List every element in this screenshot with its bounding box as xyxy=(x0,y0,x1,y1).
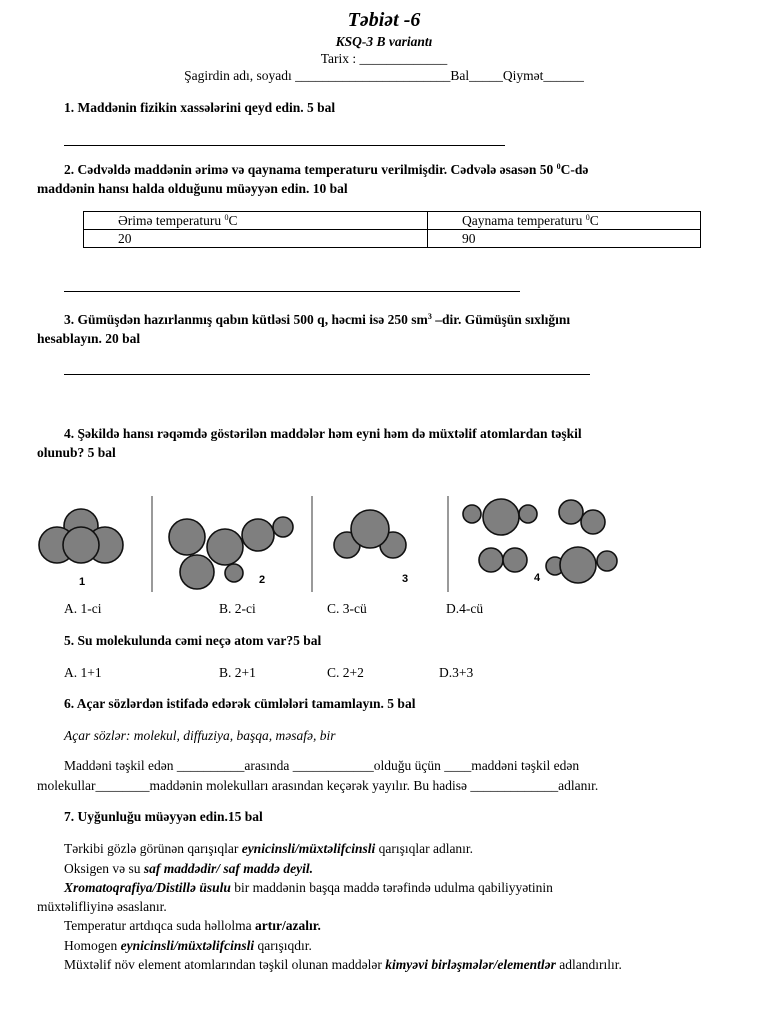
q5-option-b[interactable]: B. 2+1 xyxy=(219,665,256,680)
question-3-line1 xyxy=(64,312,724,328)
matching-statement-4: Temperatur artdıqca suda həllolma artır/azalır. xyxy=(64,918,321,933)
table-row xyxy=(84,230,701,248)
q4-option-a[interactable]: A. 1-ci xyxy=(64,601,102,616)
q5-option-d[interactable]: D.3+3 xyxy=(439,665,474,680)
figure-label-1: 1 xyxy=(79,576,86,588)
table-header-row xyxy=(84,212,701,230)
matching-statement-3-cont: müxtəlifliyinə əsaslanır. xyxy=(37,899,167,914)
fill-in-sentence-line2: molekullar________maddənin molekulları arasından keçərək yayılır. Bu hadisə _____________adlanır. xyxy=(37,778,599,793)
question-1 xyxy=(64,100,335,116)
question-2-line1 xyxy=(64,162,714,178)
q4-option-d[interactable]: D.4-cü xyxy=(446,601,484,616)
matching-statement-3: Xromatoqrafiya/Distillə üsulu bir maddənin başqa maddə tərəfində udulma qabiliyyətinin xyxy=(64,880,553,895)
question-2-text-end: C-də xyxy=(560,162,589,177)
molecule-4 xyxy=(463,499,617,583)
matching-statement-1: Tərkibi gözlə görünən qarışıqlar eynicinsli/müxtəlifcinsli qarışıqlar adlanır. xyxy=(64,841,474,856)
temperature-table xyxy=(83,211,701,248)
question-1-number: 1. xyxy=(64,100,75,115)
question-5: 5. Su molekulunda cəmi neçə atom var?5 bal xyxy=(64,633,322,648)
molecule-3 xyxy=(334,510,406,558)
q4-option-b[interactable]: B. 2-ci xyxy=(219,601,256,616)
choice-2[interactable]: saf maddədir/ saf maddə deyil. xyxy=(143,861,313,876)
question-3-text: 3. Gümüşdən hazırlanmış qabın kütləsi 500 q, həcmi isə 250 sm xyxy=(64,312,428,327)
matching-statement-6: Müxtəlif növ element atomlarından təşkil olunan maddələr kimyəvi birləşmələr/elementlər adlandırılır. xyxy=(64,957,622,972)
question-4-line2: olunub? 5 bal xyxy=(37,445,116,460)
figure-label-4: 4 xyxy=(534,572,541,584)
q5-option-a[interactable]: A. 1+1 xyxy=(64,665,102,680)
answer-line-1[interactable] xyxy=(64,145,505,146)
table-header-melting: Ərimə temperaturu $^0$C xyxy=(84,212,428,230)
table-cell-boiling: 90 xyxy=(428,230,701,248)
question-1-text: Maddənin fizikin xassələrini qeyd edin. 5 bal xyxy=(77,100,336,115)
molecule-1 xyxy=(39,509,123,563)
question-7: 7. Uyğunluğu müəyyən edin.15 bal xyxy=(64,809,263,824)
choice-6[interactable]: kimyəvi birləşmələr/elementlər xyxy=(385,957,556,972)
choice-5[interactable]: eynicinsli/müxtəlifcinsli xyxy=(120,938,255,953)
keywords-line: Açar sözlər: molekul, diffuziya, başqa, məsafə, bir xyxy=(64,728,336,743)
question-3-text-end: –dir. Gümüşün sıxlığını xyxy=(431,312,571,327)
molecule-2 xyxy=(169,517,293,589)
degree-sup: 0 xyxy=(556,162,561,171)
choice-1[interactable]: eynicinsli/müxtəlifcinsli xyxy=(241,841,376,856)
molecule-figure xyxy=(30,490,670,595)
page-subtitle: KSQ-3 B variantı xyxy=(335,34,433,49)
question-3-line2: hesablayın. 20 bal xyxy=(37,331,141,346)
page-title: Təbiət -6 xyxy=(347,9,421,31)
table-cell-melting: 20 xyxy=(84,230,428,248)
question-2-line2: maddənin hansı halda olduğunu müəyyən edin. 10 bal xyxy=(37,181,348,196)
choice-3[interactable]: Xromatoqrafiya/Distillə üsulu xyxy=(64,880,231,895)
student-info-line: Şagirdin adı, soyadı _______________________Bal_____Qiymət______ xyxy=(184,68,584,83)
question-6: 6. Açar sözlərdən istifadə edərək cümlələri tamamlayın. 5 bal xyxy=(64,696,416,711)
matching-statement-2: Oksigen və su saf maddədir/ saf maddə deyil. xyxy=(64,861,313,876)
figure-label-3: 3 xyxy=(402,573,409,585)
date-line: Tarix : _____________ xyxy=(320,51,448,66)
q5-option-c[interactable]: C. 2+2 xyxy=(327,665,364,680)
fill-in-sentence-line1: Maddəni təşkil edən __________arasında ____________olduğu üçün ____maddəni təşkil edən xyxy=(64,758,580,773)
q4-option-c[interactable]: C. 3-cü xyxy=(327,601,367,616)
figure-label-2: 2 xyxy=(259,574,266,586)
choice-4[interactable]: artır/azalır. xyxy=(254,918,321,933)
question-2-text: 2. Cədvəldə maddənin ərimə və qaynama temperaturu verilmişdir. Cədvələ əsasən 50 xyxy=(64,162,557,177)
table-header-boiling: Qaynama temperaturu $^0$C xyxy=(428,212,701,230)
answer-line-3[interactable] xyxy=(64,374,590,375)
question-4-line1: 4. Şəkildə hansı rəqəmdə göstərilən maddələr həm eyni həm də müxtəlif atomlardan təşkil xyxy=(64,426,582,441)
answer-line-2[interactable] xyxy=(64,291,520,292)
cubic-sup: 3 xyxy=(427,312,432,321)
matching-statement-5: Homogen eynicinsli/müxtəlifcinsli qarışıqdır. xyxy=(64,938,312,953)
